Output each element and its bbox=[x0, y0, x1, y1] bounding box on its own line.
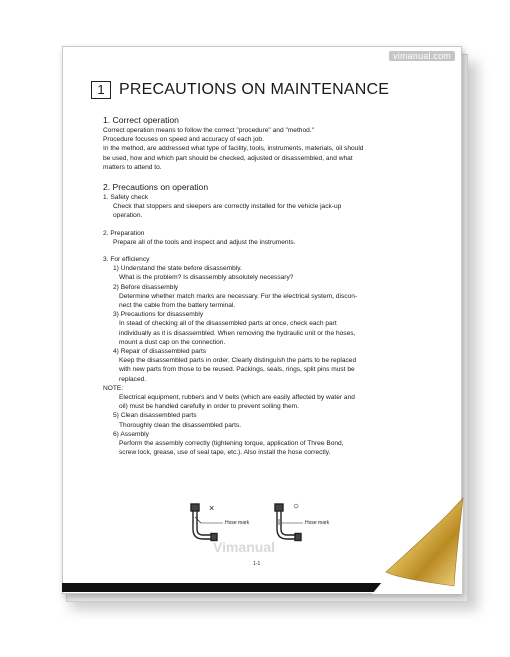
section-1-heading: 1. Correct operation bbox=[103, 115, 179, 125]
page-number: 1-1 bbox=[253, 561, 261, 567]
paragraph-line: matters to attend to. bbox=[103, 163, 162, 171]
page-title bbox=[91, 81, 389, 99]
paragraph-line: screw lock, grease, use of seal tape, etc.). Also install the hose correctly. bbox=[119, 449, 331, 457]
item-title: 2. Preparation bbox=[103, 229, 145, 237]
paragraph-line: Thoroughly clean the disassembled parts. bbox=[119, 421, 242, 429]
paragraph-line: replaced. bbox=[119, 375, 147, 383]
paragraph-line: In stead of checking all of the disassembled parts at once, check each part bbox=[119, 320, 337, 328]
paragraph-line: Prepare all of the tools and inspect and adjust the instruments. bbox=[113, 238, 296, 246]
sub-item-title: 1) Understand the state before disassembly. bbox=[113, 265, 242, 273]
hose-mark-label-left: Hose mark bbox=[225, 520, 250, 526]
incorrect-mark: × bbox=[209, 503, 215, 513]
paragraph-line: Procedure focuses on speed and accuracy of each job. bbox=[103, 136, 264, 144]
paragraph-line: operation. bbox=[113, 212, 143, 220]
sub-item-title: 5) Clean disassembled parts bbox=[113, 412, 197, 420]
chapter-title: PRECAUTIONS ON MAINTENANCE bbox=[119, 81, 390, 98]
item-title: 1. Safety check bbox=[103, 194, 149, 202]
page-content bbox=[103, 113, 443, 458]
paragraph-line: be used, how and which part should be checked, adjusted or disassembled, and what bbox=[103, 154, 353, 162]
paragraph-line: What is the problem? Is disassembly absolutely necessary? bbox=[119, 274, 294, 282]
paragraph-line: In the method, are addressed what type of facility, tools, instruments, materials, oil should bbox=[103, 145, 364, 153]
paragraph-line: with new parts from those to be reused. Packings, seals, rings, split pins must be bbox=[119, 366, 355, 374]
paragraph-line: nect the cable from the battery terminal. bbox=[119, 302, 236, 310]
correct-mark: ○ bbox=[293, 501, 300, 512]
paragraph-line: Electrical equipment, rubbers and V belts (which are easily affected by water and bbox=[119, 394, 355, 402]
paragraph-line: Correct operation means to follow the correct "procedure" and "method." bbox=[103, 127, 314, 134]
hose-mark-label-right: Hose mark bbox=[305, 520, 330, 526]
chapter-number: 1 bbox=[91, 81, 111, 99]
page-curl-icon bbox=[368, 496, 464, 596]
section-2-heading: 2. Precautions on operation bbox=[103, 182, 209, 193]
sub-item-title: 2) Before disassembly bbox=[113, 283, 179, 291]
paragraph-line: individually as it is disassembled. When removing the hydraulic unit or the hoses, bbox=[119, 329, 356, 337]
paragraph-line: mount a dust cap on the connection. bbox=[119, 338, 226, 346]
watermark-logo: Vimanual bbox=[213, 539, 275, 555]
sub-item-title: 3) Precautions for disassembly bbox=[113, 311, 204, 319]
sub-item-title: 4) Repair of disassembled parts bbox=[113, 348, 207, 356]
paragraph-line: Determine whether match marks are necessary. For the electrical system, discon- bbox=[119, 292, 358, 300]
item-title: 3. For efficiency bbox=[103, 256, 150, 264]
incorrect-hose bbox=[191, 504, 223, 541]
paragraph-line: oil) must be handled carefully in order to prevent soiling them. bbox=[119, 403, 299, 411]
paragraph-line: Check that stoppers and sleepers are correctly installed for the vehicle jack-up bbox=[113, 203, 342, 211]
paragraph-line: Keep the disassembled parts in order. Clearly distinguish the parts to be replaced bbox=[119, 357, 357, 365]
paragraph-line: Perform the assembly correctly (tightening torque, application of Three Bond, bbox=[119, 440, 344, 448]
watermark-text: vimanual.com bbox=[389, 51, 455, 61]
note-title: NOTE: bbox=[103, 384, 124, 392]
sub-item-title: 6) Assembly bbox=[113, 430, 149, 438]
